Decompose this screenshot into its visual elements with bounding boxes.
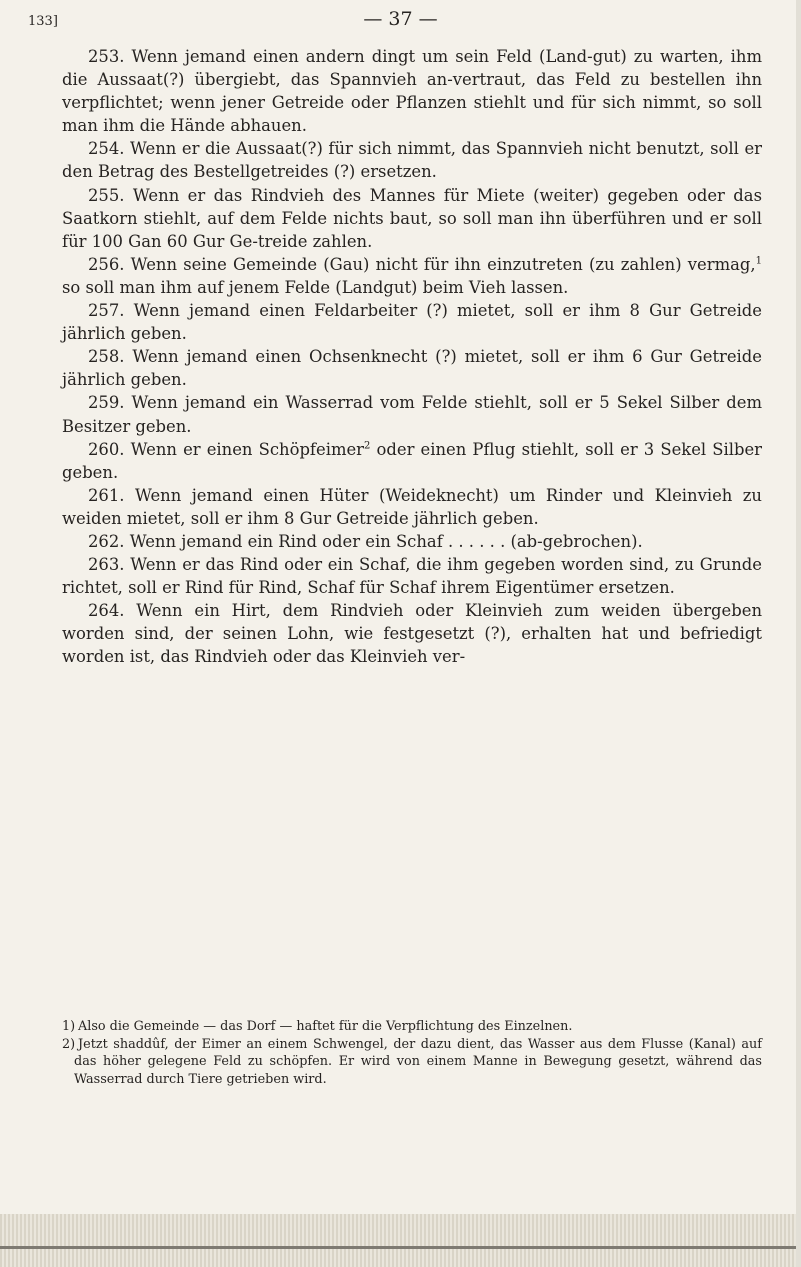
paragraph: [62, 299, 762, 345]
paragraph-text: 264. Wenn ein Hirt, dem Rindvieh oder Kleinvieh zum weiden übergeben worden sind, der seinen Lohn, wie festgesetzt (?), erhalten hat und befriedigt worden ist, das Rindvieh oder das Kleinvieh ver-: [62, 601, 762, 667]
paragraph-text: 257. Wenn jemand einen Feldarbeiter (?) mietet, soll er ihm 8 Gur Getreide jährlich geben.: [62, 301, 762, 344]
paragraph: [62, 184, 762, 253]
paragraph-text-continued: so soll man ihm auf jenem Felde (Landgut) beim Vieh lassen.: [62, 277, 569, 297]
page-number: 133]: [28, 14, 58, 29]
paragraph-text: 262. Wenn jemand ein Rind oder ein Schaf . . . . . . (ab-gebrochen).: [88, 531, 643, 551]
paragraph-text: 258. Wenn jemand einen Ochsenknecht (?) mietet, soll er ihm 6 Gur Getreide jährlich geben.: [62, 347, 762, 390]
scan-edge: [0, 1214, 801, 1267]
footnote-text: Also die Gemeinde — das Dorf — haftet für die Verpflichtung des Einzelnen.: [78, 1019, 573, 1034]
paragraph-text: 259. Wenn jemand ein Wasserrad vom Felde stiehlt, soll er 5 Sekel Silber dem Besitzer geben.: [62, 393, 762, 436]
footnote-number: 1): [62, 1019, 76, 1034]
paragraph-text: 261. Wenn jemand einen Hüter (Weideknecht) um Rinder und Kleinvieh zu weiden mietet, soll er ihm 8 Gur Getreide jährlich geben.: [62, 485, 762, 528]
paragraph-text: 256. Wenn seine Gemeinde (Gau) nicht für ihn einzutreten (zu zahlen) vermag,: [88, 254, 756, 274]
paragraph-text: 254. Wenn er die Aussaat(?) für sich nimmt, das Spannvieh nicht benutzt, soll er den Betrag des Bestellgetreides (?) ersetzen.: [62, 139, 762, 182]
paragraph-text: 253. Wenn jemand einen andern dingt um sein Feld (Land-gut) zu warten, ihm die Aussaat(?) übergiebt, das Spannvieh an-vertraut, das Feld zu bestellen ihn verpflichtet; wenn jener Getreide oder Pflanzen stiehlt und für sich nimmt, so soll man ihm die Hände abhauen.: [62, 47, 762, 136]
scan-edge-line: [0, 1246, 801, 1249]
paragraph-text-continued: oder einen Pflug stiehlt, soll er 3 Sekel Silber geben.: [62, 439, 763, 482]
footnote: [62, 1018, 762, 1036]
footnotes: [62, 1018, 762, 1088]
paragraph: [62, 438, 762, 484]
paragraph: [62, 484, 762, 530]
footnote-marker: 2: [364, 440, 371, 452]
paragraph: [62, 553, 762, 599]
paragraph: [62, 45, 762, 137]
body-text: [62, 45, 762, 669]
footnote-marker: 1: [755, 255, 762, 267]
paragraph: [62, 391, 762, 437]
paragraph: [62, 530, 762, 553]
paragraph-text: 255. Wenn er das Rindvieh des Mannes für Miete (weiter) gegeben oder das Saatkorn stiehlt, auf dem Felde nichts baut, so soll man ihn überführen und er soll für 100 Gan 60 Gur Ge-treide zahlen.: [62, 185, 762, 251]
paragraph-text: 263. Wenn er das Rind oder ein Schaf, die ihm gegeben worden sind, zu Grunde richtet, soll er Rind für Rind, Schaf für Schaf ihrem Eigentümer ersetzen.: [62, 555, 762, 598]
page-header: [0, 8, 801, 38]
page-edge: [796, 0, 801, 1267]
paragraph-text: 260. Wenn er einen Schöpfeimer: [88, 439, 365, 459]
paragraph: [62, 599, 762, 668]
paragraph: [62, 345, 762, 391]
paragraph: [62, 253, 762, 299]
footnote: [62, 1036, 762, 1089]
footnote-number: 2): [62, 1036, 76, 1052]
paragraph: [62, 137, 762, 183]
running-head: — 37 —: [363, 8, 438, 30]
footnote-text: Jetzt shaddûf, der Eimer an einem Schwengel, der dazu dient, das Wasser aus dem Flusse (Kanal) auf das höher gelegene Feld zu schöpfen. Er wird von einem Manne in Bewegung gesetzt, während das Wasserrad durch Tiere getrieben wird.: [74, 1036, 762, 1087]
